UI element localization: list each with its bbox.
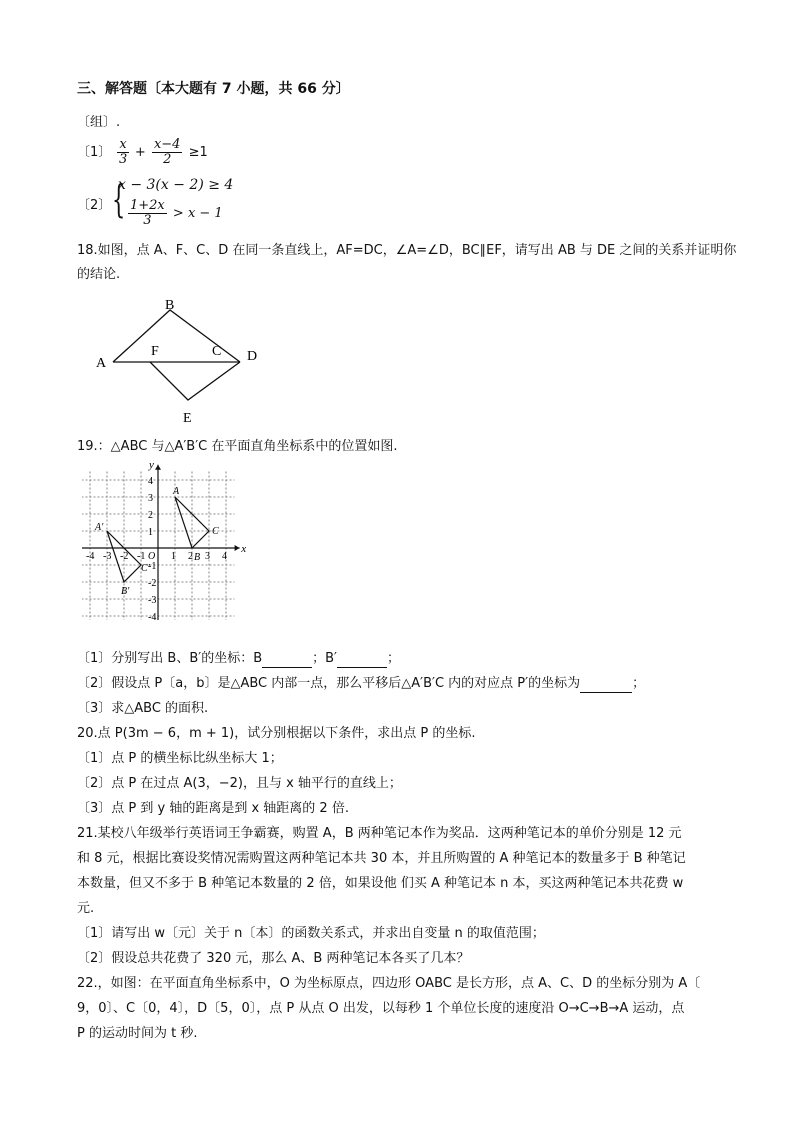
q21-text-line3: 本数量，但又不多于 B 种笔记本数量的 2 倍，如果设他 们买 A 种笔记本 n 本，买这两种笔记本共花费 w: [77, 876, 684, 891]
vertex-label-C-prime: C′: [141, 563, 150, 574]
q20-part1: 〔1〕点 P 的横坐标比纵坐标大 1；: [77, 751, 283, 766]
y-tick-label: 3: [148, 493, 153, 504]
q17-intro: 〔组〕.: [77, 115, 121, 130]
x-tick-label: -4: [86, 551, 95, 562]
q19-part3: 〔3〕求△ABC 的面积.: [77, 701, 209, 716]
y-tick-label: 1: [148, 527, 153, 538]
q21-text-line1: 21.某校八年级举行英语词王争霸赛，购置 A，B 两种笔记本作为奖品．这两种笔记本的单价分别是 12 元: [77, 826, 682, 841]
x-axis-arrow: [235, 545, 240, 551]
y-tick-label: -3: [148, 595, 157, 606]
q18-text-line2: 的结论.: [77, 267, 121, 282]
section-heading: 三、解答题〔本大题有 7 小题，共 66 分〕: [77, 81, 350, 97]
y-tick-label: -1: [148, 561, 157, 572]
x-tick-label: 3: [205, 551, 210, 562]
y-tick-label: 2: [148, 510, 153, 521]
q17-part1: [77, 138, 208, 168]
y-axis-label: y: [149, 460, 154, 472]
q22-text-line3: P 的运动时间为 t 秒.: [77, 1026, 198, 1041]
q22-text-line2: 9，0〕、C〔0，4〕，D〔5，0〕，点 P 从点 O 出发，以每秒 1 个单位长度的速度沿 O→C→B→A 运动，点: [77, 1001, 685, 1016]
q17-part1-label: 〔1〕: [77, 145, 112, 160]
q19-part2: [77, 675, 645, 693]
q19-part1-text: 〔1〕分别写出 B、B′的坐标：B: [77, 651, 263, 666]
q17-system-frac-den: 3: [143, 213, 152, 228]
x-tick-label: 2: [188, 551, 193, 562]
q17-system-line2: [126, 199, 223, 228]
q17-system-tail: > x − 1: [172, 206, 223, 221]
q20-part2: 〔2〕点 P 在过点 A(3，−2)，且与 x 轴平行的直线上；: [77, 776, 402, 791]
vertex-label-C: C: [212, 526, 219, 537]
q17-plus: +: [134, 145, 146, 160]
q17-system-line1: x − 3(x − 2) ≥ 4: [118, 177, 234, 193]
y-axis-arrow: [155, 465, 161, 470]
q21-part2: 〔2〕假设总共花费了 320 元，那么 A、B 两种笔记本各买了几本？: [77, 951, 470, 966]
x-tick-label: 4: [222, 551, 227, 562]
vertex-label-B: B: [194, 552, 201, 563]
q19-part1-end: ；: [387, 651, 401, 666]
q17-part2-label: 〔2〕: [77, 198, 112, 213]
q21-text-line4: 元.: [77, 901, 95, 916]
q17-part1-tail: ≥1: [188, 145, 208, 160]
q19-text: 19.：△ABC 与△A′B′C 在平面直角坐标系中的位置如图.: [77, 439, 398, 454]
x-tick-label: 1: [171, 551, 176, 562]
q20-text: 20.点 P(3m − 6，m + 1)，试分别根据以下条件，求出点 P 的坐标.: [77, 726, 476, 741]
system-brace: {: [112, 177, 126, 221]
q19-part2-text: 〔2〕假设点 P〔a，b〕是△ABC 内部一点，那么平移后△A′B′C 内的对应点 P′的坐标为: [77, 676, 581, 691]
q17-frac1-num: x: [119, 137, 127, 152]
y-tick-label: 4: [148, 476, 153, 487]
q18-geometry-figure: [90, 292, 280, 432]
q17-frac1-den: 3: [118, 152, 128, 167]
x-tick-label: -2: [120, 551, 129, 562]
x-axis-label: x: [241, 543, 247, 555]
label-D: D: [247, 349, 258, 364]
vertex-label-A: A: [173, 486, 180, 497]
y-tick-label: -2: [148, 578, 157, 589]
y-tick-label: -4: [148, 612, 157, 620]
q19-part1: [77, 650, 400, 668]
label-E: E: [183, 411, 192, 426]
answer-blank-B[interactable]: [262, 667, 312, 668]
vertex-label-A-prime: A′: [95, 522, 104, 533]
q17-frac2-den: 2: [163, 152, 172, 167]
x-tick-label: -1: [137, 551, 146, 562]
origin-label: O: [148, 551, 156, 562]
answer-blank-P-prime[interactable]: [580, 692, 632, 693]
q19-part2-end: ；: [632, 676, 646, 691]
q18-text-line1: 18.如图，点 A、F、C、D 在同一条直线上，AF=DC，∠A=∠D，BC∥EF，请写出 AB 与 DE 之间的关系并证明你: [77, 243, 737, 258]
label-F: F: [151, 344, 159, 359]
q20-part3: 〔3〕点 P 到 y 轴的距离是到 x 轴距离的 2 倍.: [77, 801, 349, 816]
q17-frac2: [152, 138, 183, 167]
q17-system-frac-num: 1+2x: [130, 198, 165, 213]
q22-text-line1: 22.，如图：在平面直角坐标系中，O 为坐标原点，四边形 OABC 是长方形，点 A、C、D 的坐标分别为 A〔: [77, 976, 701, 991]
x-tick-label: -3: [103, 551, 112, 562]
q21-text-line2: 和 8 元，根据比赛设奖情况需购置这两种笔记本共 30 本，并且所购置的 A 种笔记本的数量多于 B 种笔记: [77, 851, 686, 866]
q21-part1: 〔1〕请写出 w〔元〕关于 n〔本〕的函数关系式，并求出自变量 n 的取值范围；: [77, 926, 545, 941]
q19-coordinate-graph: [82, 460, 252, 620]
q17-system-frac: [128, 199, 167, 228]
q17-frac1: [117, 138, 128, 167]
label-C: C: [212, 344, 222, 359]
answer-blank-B-prime[interactable]: [337, 667, 387, 668]
q17-frac2-num: x−4: [153, 137, 181, 152]
label-A: A: [96, 356, 107, 371]
label-B: B: [165, 298, 175, 313]
q19-part1-mid: ；B′: [312, 651, 337, 666]
vertex-label-B-prime: B′: [121, 586, 130, 597]
